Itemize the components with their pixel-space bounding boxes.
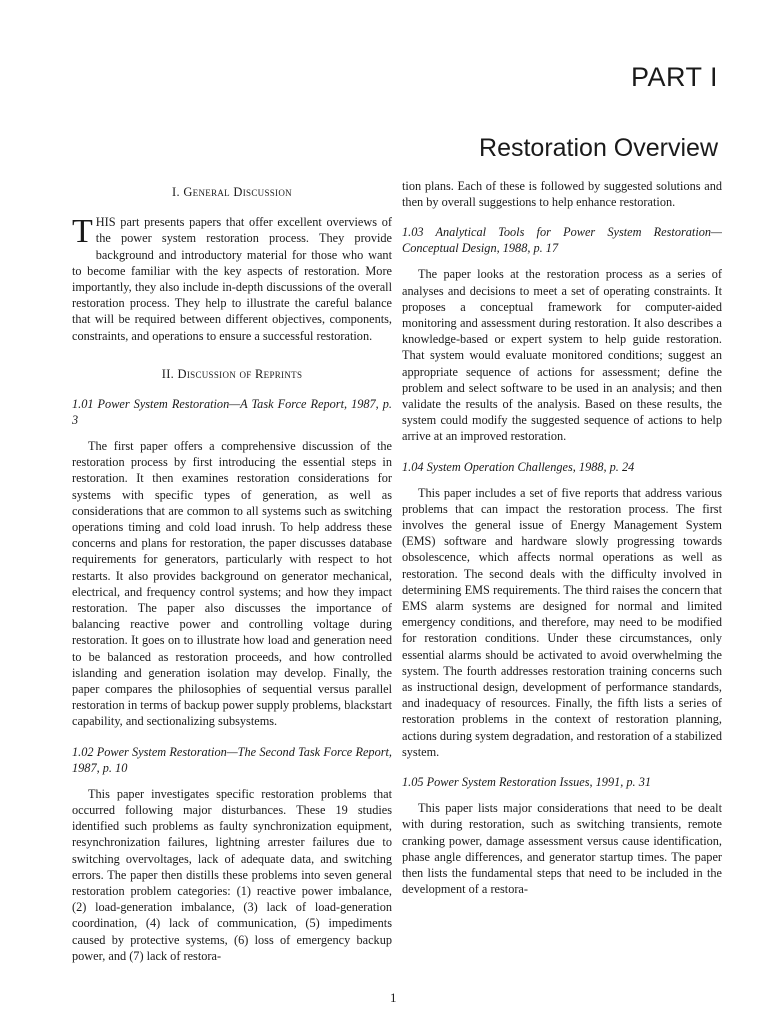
section-heading-discussion-of-reprints: II. Discussion of Reprints xyxy=(161,366,303,381)
page-title: Restoration Overview xyxy=(479,134,718,162)
section-heading-general-discussion: I. General Discussion xyxy=(172,185,292,199)
item-text-1-04: This paper includes a set of five reports that address various problems that can impact the restoration process. The first involves the general issue of Energy Management System (EMS) software and hardware slowly progressing towards obsolescence, which affects normal operations as well as restoration. The second deals with the difficulty involved in determining EMS requirements. The third raises the concern that EMS alarm systems are designed for normal and limited emergency conditions, and therefore, may need to be modified for restoration conditions. Under these circumstances, only essential alarms should be activated to avoid overwhelming the system. The fourth addresses restoration training concerns such as instructional design, development of performance standards, and inadequacy of resources. Finally, the fifth lists a series of restoration problems in the context of restoration planning, actions during system degradation, and restoration of a stabilized system. xyxy=(402,485,722,759)
item-title-1-04: 1.04 System Operation Challenges, 1988, p. 24 xyxy=(402,459,635,474)
item-text-1-05: This paper lists major considerations that need to be dealt with during restoration, such as switching transients, remote cranking power, damage assessment versus cause identification, phase angle differences, and generator startup times. The paper then lists the fundamental steps that need to be included in the development of a restora- xyxy=(402,801,722,897)
item-text-1-01: The first paper offers a comprehensive discussion of the restoration process by first introducing the essential steps in restoration. It then examines restoration considerations for systems with specific types of generation, as well as considerations that are common to all systems such as switching operations timing and cold load inrush. To help address these concerns and plans for restoration, the paper discusses database requirements for generators, particularly with respect to hot restarts. It also provides background on generator mechanical, electrical, and frequency control systems; and how they impact restoration. The paper also discusses the importance of balancing reactive power and controlling voltage during restoration. It goes on to illustrate how load and generation need to be balanced as restoration proceeds, and how controlled islanding and generation isolation may develop. Finally, the paper compares the philosophies of sequential versus parallel restoration in terms of backup power supply problems, blackstart capability, and sectionalizing subsystems. xyxy=(72,439,392,729)
item-title-1-05: 1.05 Power System Restoration Issues, 1991, p. 31 xyxy=(402,775,651,790)
left-column xyxy=(72,178,392,978)
right-column xyxy=(402,178,722,911)
drop-cap: T xyxy=(72,213,93,251)
continuation-text: tion plans. Each of these is followed by suggested solutions and then by overall suggestions to help enhance restoration. xyxy=(402,179,722,210)
item-title-1-03: 1.03 Analytical Tools for Power System Restoration—Conceptual Design, 1988, p. 17 xyxy=(402,225,722,256)
item-text-1-03: The paper looks at the restoration process as a series of analyses and decisions to meet a set of operating constraints. It proposes a conceptual framework for computer-aided monitoring and assessment during restoration. It also describes a knowledge-based or expert system to help guide restoration. That system would evaluate monitored conditions; suggest an appropriate sequence of actions for assessment; define the problem and select software to be used in an analysis; and then validate the results of the analysis. Based on these results, the system could modify the suggested sequence of actions to help arrive at an improved restoration. xyxy=(402,267,722,444)
intro-text: HIS part presents papers that offer excellent overviews of the power system restoration process. They provide background and introductory material for those who want to become familiar with the key aspects of restoration. More importantly, they also include in-depth discussions of the overall restoration process. They help to illustrate the careful balance that will be required between different objectives, components, constraints, and operations to ensure a successful restoration. xyxy=(72,215,392,343)
part-label: PART I xyxy=(630,62,718,92)
item-title-1-02: 1.02 Power System Restoration—The Second Task Force Report, 1987, p. 10 xyxy=(72,744,392,775)
intro-paragraph xyxy=(72,214,392,344)
page-number: 1 xyxy=(390,990,397,1005)
item-title-1-01: 1.01 Power System Restoration—A Task Force Report, 1987, p. 3 xyxy=(72,397,392,428)
item-text-1-02: This paper investigates specific restoration problems that occurred following major disturbances. These 19 studies identified such problems as faulty synchronization equipment, resynchronization failures, lightning arrester failures due to switching overvoltages, lack of adequate data, and switching errors. The paper then distills these problems into seven general restoration problem categories: (1) reactive power imbalance, (2) load-generation imbalance, (3) lack of load-generation coordination, (4) lack of communication, (5) impediments caused by protective systems, (6) loss of emergency backup power, and (7) lack of restora- xyxy=(72,786,392,963)
